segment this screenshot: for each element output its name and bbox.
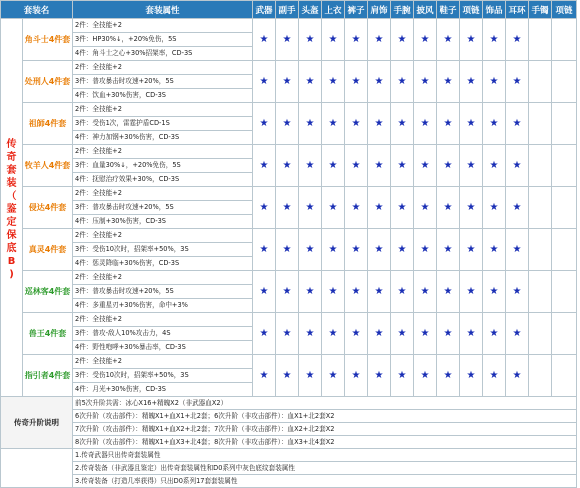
empty-slot-cell xyxy=(529,61,552,103)
star-icon: ★ xyxy=(483,355,506,397)
set-attr-row xyxy=(1,61,577,75)
header-slot: 鞋子 xyxy=(437,1,460,19)
set-attr-row xyxy=(1,355,577,369)
star-icon: ★ xyxy=(276,19,299,61)
star-icon: ★ xyxy=(345,229,368,271)
header-slot: 手镯 xyxy=(529,1,552,19)
star-icon: ★ xyxy=(322,271,345,313)
advance-note: 7次升阶（攻击部件）：精魄X1+血X2+北2套；7次升阶（非攻击部件）：血X2+北2套X2 xyxy=(73,423,577,436)
set-name: 处刑人4件套 xyxy=(23,61,73,103)
set-attr-text: 2件：全技能+2 xyxy=(73,313,253,327)
set-attr-text: 2件：全技能+2 xyxy=(73,19,253,33)
set-attr-text: 3件：HP30%↓，+20%免伤，5S xyxy=(73,33,253,47)
star-icon: ★ xyxy=(276,145,299,187)
star-icon: ★ xyxy=(299,229,322,271)
star-icon: ★ xyxy=(345,19,368,61)
footer-note: 3.传奇装备（打造几率获得）只出D0系列17套套装属性 xyxy=(73,475,577,488)
header-slot: 手腕 xyxy=(391,1,414,19)
star-icon: ★ xyxy=(506,19,529,61)
footer-row xyxy=(1,449,577,462)
star-icon: ★ xyxy=(276,61,299,103)
empty-slot-cell xyxy=(552,19,577,61)
empty-slot-cell xyxy=(529,187,552,229)
star-icon: ★ xyxy=(460,229,483,271)
star-icon: ★ xyxy=(414,313,437,355)
advance-row xyxy=(1,410,577,423)
empty-slot-cell xyxy=(529,313,552,355)
set-attr-text: 3件：受伤10次时，招架率+50%，3S xyxy=(73,369,253,383)
header-slot: 项链 xyxy=(460,1,483,19)
star-icon: ★ xyxy=(345,355,368,397)
star-icon: ★ xyxy=(437,313,460,355)
star-icon: ★ xyxy=(299,61,322,103)
empty-slot-cell xyxy=(552,61,577,103)
set-attr-text: 2件：全技能+2 xyxy=(73,187,253,201)
star-icon: ★ xyxy=(368,355,391,397)
set-attr-text: 4件：抚慰治疗效果+30%，CD-3S xyxy=(73,173,253,187)
set-attr-text: 4件：月光+30%伤害，CD-3S xyxy=(73,383,253,397)
set-attr-row xyxy=(1,145,577,159)
category-char: 装 xyxy=(6,178,17,189)
star-icon: ★ xyxy=(322,187,345,229)
star-icon: ★ xyxy=(506,187,529,229)
set-name: 兽王4件套 xyxy=(23,313,73,355)
set-attr-text: 3件：血量30%↓，+20%免伤，5S xyxy=(73,159,253,173)
set-name: 真灵4件套 xyxy=(23,229,73,271)
advance-note: 8次升阶（攻击部件）：精魄X1+血X3+北4套；8次升阶（非攻击部件）：血X3+北4套X2 xyxy=(73,436,577,449)
star-icon: ★ xyxy=(276,271,299,313)
header-set-name: 套装名 xyxy=(1,1,73,19)
star-icon: ★ xyxy=(345,145,368,187)
set-attr-row xyxy=(1,187,577,201)
set-attr-text: 3件：普攻-敌人10%攻击力，4S xyxy=(73,327,253,341)
star-icon: ★ xyxy=(506,355,529,397)
star-icon: ★ xyxy=(483,61,506,103)
set-attr-text: 4件：压制+30%伤害，CD-3S xyxy=(73,215,253,229)
empty-slot-cell xyxy=(552,103,577,145)
set-attr-text: 4件：惩灵降临+30%伤害，CD-3S xyxy=(73,257,253,271)
star-icon: ★ xyxy=(368,145,391,187)
star-icon: ★ xyxy=(368,103,391,145)
set-attr-text: 4件：角斗士之心+30%招架率，CD-3S xyxy=(73,47,253,61)
star-icon: ★ xyxy=(345,61,368,103)
advance-row xyxy=(1,397,577,410)
star-icon: ★ xyxy=(506,313,529,355)
star-icon: ★ xyxy=(322,103,345,145)
star-icon: ★ xyxy=(322,61,345,103)
star-icon: ★ xyxy=(437,355,460,397)
empty-slot-cell xyxy=(529,19,552,61)
star-icon: ★ xyxy=(437,61,460,103)
star-icon: ★ xyxy=(322,313,345,355)
set-attr-text: 4件：神力加钢+30%伤害，CD-3S xyxy=(73,131,253,145)
star-icon: ★ xyxy=(414,61,437,103)
star-icon: ★ xyxy=(253,19,276,61)
star-icon: ★ xyxy=(253,355,276,397)
set-attr-text: 2件：全技能+2 xyxy=(73,61,253,75)
star-icon: ★ xyxy=(483,19,506,61)
star-icon: ★ xyxy=(437,103,460,145)
star-icon: ★ xyxy=(345,187,368,229)
star-icon: ★ xyxy=(414,271,437,313)
set-attr-text: 3件：普攻暴击时攻速+20%，5S xyxy=(73,201,253,215)
header-slot: 裤子 xyxy=(345,1,368,19)
header-set-attr: 套装属性 xyxy=(73,1,253,19)
star-icon: ★ xyxy=(276,187,299,229)
star-icon: ★ xyxy=(391,103,414,145)
star-icon: ★ xyxy=(322,229,345,271)
star-icon: ★ xyxy=(391,355,414,397)
star-icon: ★ xyxy=(299,271,322,313)
header-slot: 披风 xyxy=(414,1,437,19)
star-icon: ★ xyxy=(368,19,391,61)
category-char: 底 xyxy=(6,243,17,254)
advance-row xyxy=(1,436,577,449)
set-attr-row xyxy=(1,103,577,117)
star-icon: ★ xyxy=(483,187,506,229)
star-icon: ★ xyxy=(276,229,299,271)
star-icon: ★ xyxy=(414,187,437,229)
category-char: 奇 xyxy=(6,152,17,163)
category-char: ) xyxy=(9,269,14,280)
star-icon: ★ xyxy=(299,313,322,355)
advance-title: 传奇升阶说明 xyxy=(1,397,73,449)
star-icon: ★ xyxy=(460,61,483,103)
star-icon: ★ xyxy=(299,145,322,187)
header-slot: 头盔 xyxy=(299,1,322,19)
set-attr-text: 3件：受伤10次时，招架率+50%，3S xyxy=(73,243,253,257)
star-icon: ★ xyxy=(483,103,506,145)
star-icon: ★ xyxy=(391,271,414,313)
category-char: （ xyxy=(6,191,17,202)
category-label xyxy=(1,19,23,397)
star-icon: ★ xyxy=(414,103,437,145)
advance-note: 6次升阶（攻击部件）：精魄X1+血X1+北2套；6次升阶（非攻击部件）：血X1+北2套X2 xyxy=(73,410,577,423)
star-icon: ★ xyxy=(253,271,276,313)
star-icon: ★ xyxy=(253,229,276,271)
category-char: B xyxy=(7,256,16,267)
star-icon: ★ xyxy=(391,19,414,61)
set-name: 角斗士4件套 xyxy=(23,19,73,61)
star-icon: ★ xyxy=(368,61,391,103)
set-attr-row xyxy=(1,313,577,327)
star-icon: ★ xyxy=(414,19,437,61)
empty-slot-cell xyxy=(552,271,577,313)
header-slot: 副手 xyxy=(276,1,299,19)
set-attr-text: 2件：全技能+2 xyxy=(73,355,253,369)
footer-row xyxy=(1,475,577,488)
star-icon: ★ xyxy=(345,103,368,145)
star-icon: ★ xyxy=(506,103,529,145)
set-attr-row xyxy=(1,229,577,243)
category-char: 套 xyxy=(6,165,17,176)
empty-slot-cell xyxy=(552,355,577,397)
empty-slot-cell xyxy=(552,313,577,355)
set-attr-row xyxy=(1,271,577,285)
category-char: 传 xyxy=(6,139,17,150)
header-slot: 耳环 xyxy=(506,1,529,19)
empty-slot-cell xyxy=(529,145,552,187)
category-char: 鉴 xyxy=(6,204,17,215)
set-attr-text: 4件：饮血+30%伤害，CD-3S xyxy=(73,89,253,103)
set-name: 指引者4件套 xyxy=(23,355,73,397)
empty-slot-cell xyxy=(529,271,552,313)
star-icon: ★ xyxy=(368,271,391,313)
header-slot: 武器 xyxy=(253,1,276,19)
footer-note: 1.传奇武器只出传奇套装属性 xyxy=(73,449,577,462)
advance-note: 前5次升阶共需：冰心X16+精魄X2（非武器血X2） xyxy=(73,397,577,410)
star-icon: ★ xyxy=(460,19,483,61)
set-attr-text: 4件：多重星刃+30%伤害，命中+3% xyxy=(73,299,253,313)
star-icon: ★ xyxy=(460,103,483,145)
star-icon: ★ xyxy=(322,19,345,61)
star-icon: ★ xyxy=(391,145,414,187)
star-icon: ★ xyxy=(483,313,506,355)
star-icon: ★ xyxy=(276,313,299,355)
star-icon: ★ xyxy=(506,61,529,103)
header-slot: 上衣 xyxy=(322,1,345,19)
star-icon: ★ xyxy=(460,145,483,187)
star-icon: ★ xyxy=(437,145,460,187)
star-icon: ★ xyxy=(368,229,391,271)
star-icon: ★ xyxy=(391,61,414,103)
footer-note: 2.传奇装备（非武器且鉴定）出传奇套装属性和D0系列中灰色底纹套装属性 xyxy=(73,462,577,475)
empty-slot-cell xyxy=(552,187,577,229)
set-attr-text: 3件：普攻暴击时攻速+20%，5S xyxy=(73,285,253,299)
star-icon: ★ xyxy=(253,313,276,355)
set-attr-text: 2件：全技能+2 xyxy=(73,145,253,159)
star-icon: ★ xyxy=(253,145,276,187)
star-icon: ★ xyxy=(299,355,322,397)
set-attr-text: 2件：全技能+2 xyxy=(73,271,253,285)
set-attr-text: 2件：全技能+2 xyxy=(73,103,253,117)
watermark-logo xyxy=(0,448,84,478)
star-icon: ★ xyxy=(322,355,345,397)
star-icon: ★ xyxy=(483,145,506,187)
set-attr-text: 3件：普攻暴击时攻速+20%，5S xyxy=(73,75,253,89)
star-icon: ★ xyxy=(345,313,368,355)
star-icon: ★ xyxy=(299,19,322,61)
star-icon: ★ xyxy=(460,187,483,229)
star-icon: ★ xyxy=(437,271,460,313)
star-icon: ★ xyxy=(414,145,437,187)
header-slot: 肩饰 xyxy=(368,1,391,19)
star-icon: ★ xyxy=(368,313,391,355)
empty-slot-cell xyxy=(552,229,577,271)
star-icon: ★ xyxy=(391,313,414,355)
set-attr-text: 2件：全技能+2 xyxy=(73,229,253,243)
star-icon: ★ xyxy=(483,229,506,271)
star-icon: ★ xyxy=(460,313,483,355)
star-icon: ★ xyxy=(460,355,483,397)
star-icon: ★ xyxy=(414,229,437,271)
star-icon: ★ xyxy=(460,271,483,313)
empty-slot-cell xyxy=(529,229,552,271)
category-char: 保 xyxy=(6,230,17,241)
set-name: 牧羊人4件套 xyxy=(23,145,73,187)
star-icon: ★ xyxy=(299,187,322,229)
empty-slot-cell xyxy=(529,103,552,145)
advance-row xyxy=(1,423,577,436)
star-icon: ★ xyxy=(253,61,276,103)
star-icon: ★ xyxy=(506,271,529,313)
star-icon: ★ xyxy=(276,355,299,397)
star-icon: ★ xyxy=(253,187,276,229)
star-icon: ★ xyxy=(437,187,460,229)
set-name: 侵达4件套 xyxy=(23,187,73,229)
star-icon: ★ xyxy=(506,229,529,271)
star-icon: ★ xyxy=(391,229,414,271)
set-attr-row xyxy=(1,19,577,33)
star-icon: ★ xyxy=(414,355,437,397)
star-icon: ★ xyxy=(437,229,460,271)
header-slot: 项链 xyxy=(552,1,577,19)
star-icon: ★ xyxy=(345,271,368,313)
set-attr-text: 3件：受伤1次，雷霆护盾CD-1S xyxy=(73,117,253,131)
set-name: 祖師4件套 xyxy=(23,103,73,145)
star-icon: ★ xyxy=(276,103,299,145)
star-icon: ★ xyxy=(299,103,322,145)
star-icon: ★ xyxy=(506,145,529,187)
header-row xyxy=(1,1,577,19)
star-icon: ★ xyxy=(437,19,460,61)
star-icon: ★ xyxy=(322,145,345,187)
star-icon: ★ xyxy=(483,271,506,313)
category-char: 定 xyxy=(6,217,17,228)
empty-slot-cell xyxy=(529,355,552,397)
set-name: 巡林客4件套 xyxy=(23,271,73,313)
star-icon: ★ xyxy=(368,187,391,229)
empty-slot-cell xyxy=(552,145,577,187)
star-icon: ★ xyxy=(253,103,276,145)
footer-row xyxy=(1,462,577,475)
star-icon: ★ xyxy=(391,187,414,229)
header-slot: 饰品 xyxy=(483,1,506,19)
set-attr-text: 4件：野性咆哮+30%暴击率，CD-3S xyxy=(73,341,253,355)
